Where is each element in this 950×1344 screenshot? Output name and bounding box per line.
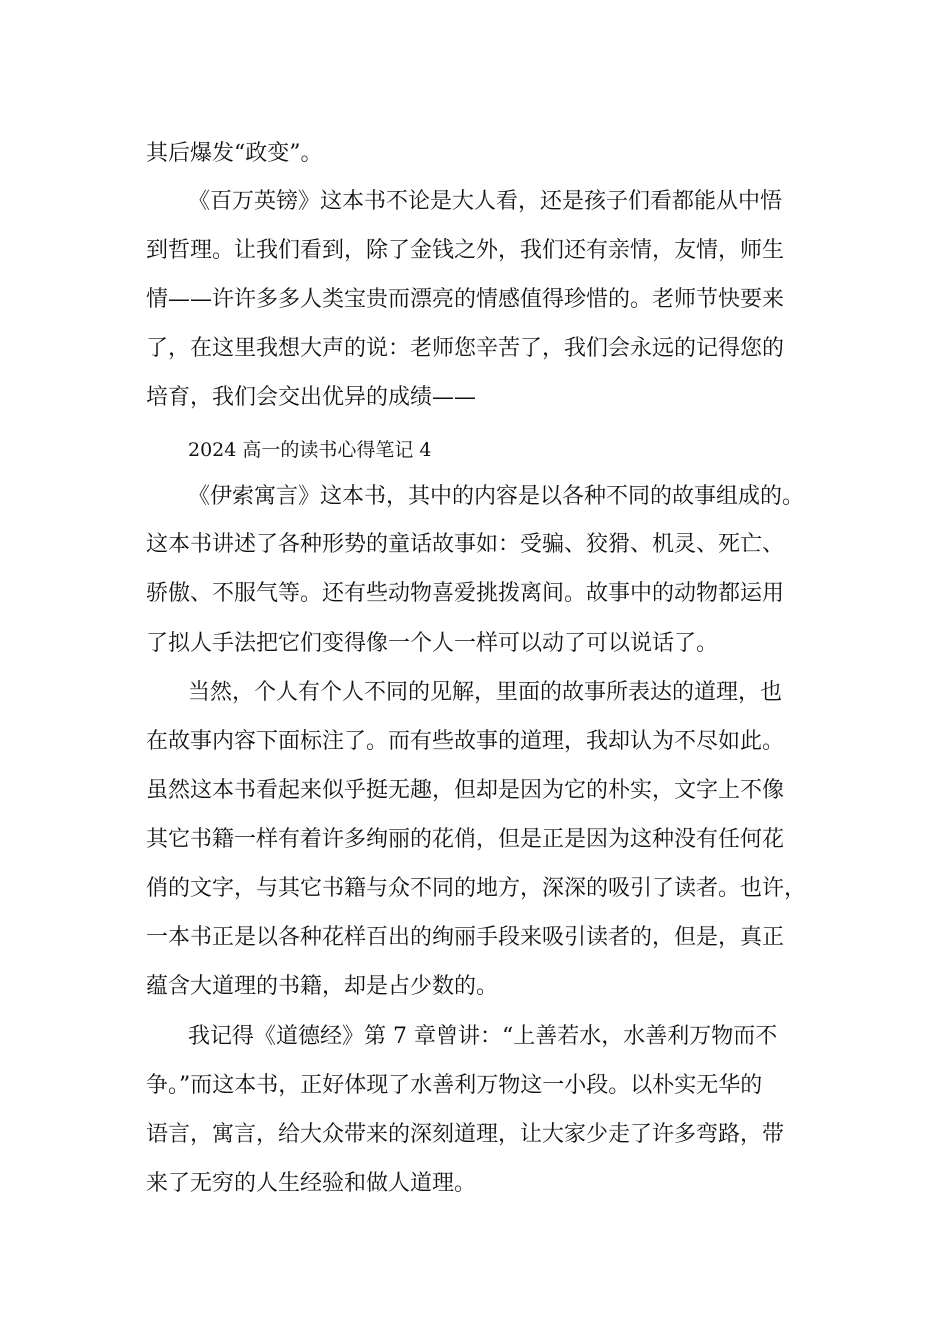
text-line [0, 970, 950, 1004]
text-line [0, 823, 950, 857]
line-text: 我记得《道德经》第 7 章曾讲：“上善若水，水善利万物而不 [188, 1024, 778, 1049]
line-text: 培育，我们会交出优异的成绩—— [146, 385, 477, 410]
text-line [0, 137, 950, 171]
text-line [0, 1167, 950, 1201]
line-text: 到哲理。让我们看到，除了金钱之外，我们还有亲情，友情，师生 [146, 238, 785, 263]
heading-text: 2024 高一的读书心得笔记 4 [188, 439, 432, 461]
line-text: 语言，寓言，给大众带来的深刻道理，让大家少走了许多弯路，带 [146, 1122, 785, 1147]
line-text: 《伊索寓言》这本书，其中的内容是以各种不同的故事组成的。 [188, 484, 805, 509]
line-text: 虽然这本书看起来似乎挺无趣，但却是因为它的朴实，文字上不像 [146, 778, 785, 803]
text-line [0, 774, 950, 808]
line-text: 俏的文字，与其它书籍与众不同的地方，深深的吸引了读者。也许， [146, 876, 807, 901]
text-line [0, 577, 950, 611]
line-text: 一本书正是以各种花样百出的绚丽手段来吸引读者的，但是，真正 [146, 925, 785, 950]
line-text: 了拟人手法把它们变得像一个人一样可以动了可以说话了。 [146, 631, 719, 656]
line-text: 其它书籍一样有着许多绚丽的花俏，但是正是因为这种没有任何花 [146, 827, 785, 852]
text-line [0, 627, 950, 661]
line-text: 其后爆发“政变”。 [146, 141, 323, 166]
text-line [0, 725, 950, 759]
text-line [0, 921, 950, 955]
text-line [0, 1069, 950, 1103]
text-line [0, 332, 950, 366]
text-line [0, 381, 950, 415]
line-text: 来了无穷的人生经验和做人道理。 [146, 1171, 477, 1196]
line-text: 蕴含大道理的书籍，却是占少数的。 [146, 974, 499, 999]
text-line [0, 676, 950, 710]
line-text: 当然，个人有个人不同的见解，里面的故事所表达的道理，也 [188, 680, 783, 705]
text-line [0, 283, 950, 317]
text-line [0, 480, 950, 514]
line-text: 争。”而这本书，正好体现了水善利万物这一小段。以朴实无华的 [146, 1073, 763, 1098]
line-text: 了，在这里我想大声的说：老师您辛苦了，我们会永远的记得您的 [146, 336, 785, 361]
text-line [0, 1118, 950, 1152]
line-text: 《百万英镑》这本书不论是大人看，还是孩子们看都能从中悟 [188, 189, 783, 214]
line-text: 这本书讲述了各种形势的童话故事如：受骗、狡猾、机灵、死亡、 [146, 532, 785, 557]
section-heading [0, 433, 950, 467]
text-line [0, 1020, 950, 1054]
text-line [0, 528, 950, 562]
line-text: 在故事内容下面标注了。而有些故事的道理，我却认为不尽如此。 [146, 729, 785, 754]
text-line [0, 185, 950, 219]
text-line [0, 234, 950, 268]
line-text: 情——许许多多人类宝贵而漂亮的情感值得珍惜的。老师节快要来 [146, 287, 785, 312]
line-text: 骄傲、不服气等。还有些动物喜爱挑拨离间。故事中的动物都运用 [146, 581, 785, 606]
text-line [0, 872, 950, 906]
